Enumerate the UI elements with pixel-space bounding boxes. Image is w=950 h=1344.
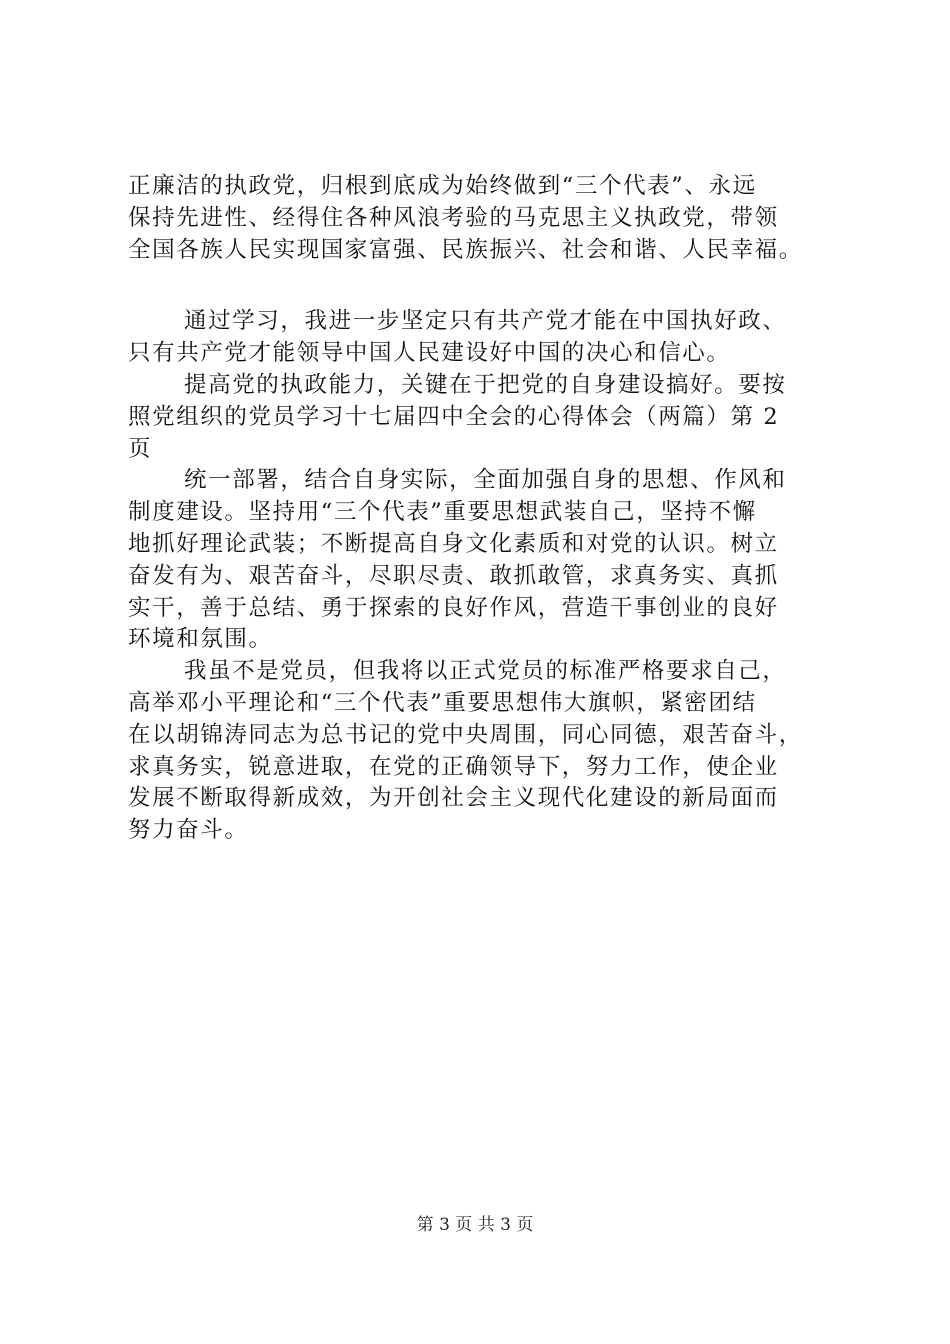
text-line: 环境和氛围。 bbox=[128, 626, 273, 653]
paragraph-1 bbox=[128, 171, 868, 266]
text-line: 奋发有为、艰苦奋斗，尽职尽责、敢抓敢管，求真务实、真抓 bbox=[128, 562, 779, 589]
document-body bbox=[128, 171, 868, 847]
text-line: 页 bbox=[128, 435, 153, 462]
text-line: 我虽不是党员，但我将以正式党员的标准严格要求自己， bbox=[184, 658, 787, 685]
text-line: 制度建设。坚持用“三个代表”重要思想武装自己，坚持不懈 bbox=[128, 499, 757, 526]
paragraph-3 bbox=[128, 370, 868, 465]
text-line: 求真务实，锐意进取，在党的正确领导下，努力工作，使企业 bbox=[128, 753, 779, 780]
paragraph-5 bbox=[128, 656, 868, 847]
paragraph-2 bbox=[128, 306, 868, 370]
text-line: 地抓好理论武装；不断提高自身文化素质和对党的认识。树立 bbox=[128, 530, 779, 557]
text-line: 保持先进性、经得住各种风浪考验的马克思主义执政党，带领 bbox=[128, 204, 779, 231]
text-line: 照党组织的党员学习十七届四中全会的心得体会（两篇）第 2 bbox=[128, 403, 780, 430]
text-line: 实干，善于总结、勇于探索的良好作风，营造干事创业的良好 bbox=[128, 594, 779, 621]
text-line: 统一部署，结合自身实际，全面加强自身的思想、作风和 bbox=[184, 467, 787, 494]
text-line: 通过学习，我进一步坚定只有共产党才能在中国执好政、 bbox=[184, 308, 787, 335]
text-line: 发展不断取得新成效，为开创社会主义现代化建设的新局面而 bbox=[128, 785, 779, 812]
text-line: 正廉洁的执政党，归根到底成为始终做到“三个代表”、永远 bbox=[128, 173, 757, 199]
page-footer: 第 3 页 共 3 页 bbox=[416, 1215, 534, 1235]
text-line: 高举邓小平理论和“三个代表”重要思想伟大旗帜，紧密团结 bbox=[128, 689, 757, 716]
text-line: 只有共产党才能领导中国人民建设好中国的决心和信心。 bbox=[128, 340, 731, 367]
text-line: 全国各族人民实现国家富强、民族振兴、社会和谐、人民幸福。 bbox=[128, 236, 803, 263]
paragraph-spacer bbox=[128, 266, 868, 306]
text-line: 在以胡锦涛同志为总书记的党中央周围，同心同德，艰苦奋斗， bbox=[128, 721, 803, 748]
text-line: 努力奋斗。 bbox=[128, 817, 249, 844]
text-line: 提高党的执政能力，关键在于把党的自身建设搞好。要按 bbox=[184, 371, 787, 398]
paragraph-4 bbox=[128, 465, 868, 656]
